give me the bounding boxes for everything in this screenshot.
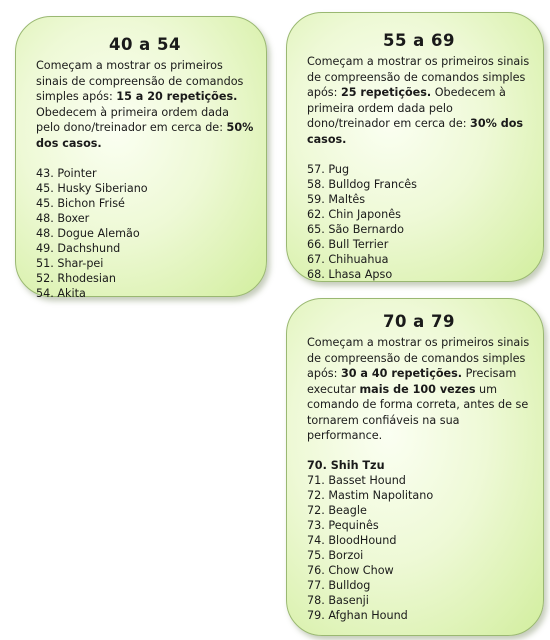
description-highlight: 50% dos casos. bbox=[36, 121, 254, 150]
breed-item: 67. Chihuahua bbox=[307, 253, 389, 266]
breed-item: 59. Maltês bbox=[307, 193, 366, 206]
breed-list bbox=[36, 166, 254, 301]
card-description bbox=[307, 335, 531, 444]
breed-item: 48. Boxer bbox=[36, 212, 90, 225]
breed-item: 52. Rhodesian bbox=[36, 272, 116, 285]
breed-item: 57. Pug bbox=[307, 163, 350, 176]
breed-item: 78. Basenji bbox=[307, 593, 369, 607]
breed-item: 77. Bulldog bbox=[307, 578, 371, 592]
breed-item: 66. Bull Terrier bbox=[307, 238, 389, 251]
description-highlight: 15 a 20 repetições. bbox=[116, 90, 238, 103]
breed-item: 79. Afghan Hound bbox=[307, 608, 408, 622]
breed-item: 54. Akita bbox=[36, 287, 86, 300]
card-40-54 bbox=[15, 16, 267, 300]
breed-item: 76. Chow Chow bbox=[307, 563, 394, 577]
breed-list bbox=[307, 458, 531, 623]
breed-item: 58. Bulldog Francês bbox=[307, 178, 417, 191]
breed-item: 74. BloodHound bbox=[307, 533, 397, 547]
description-text: Começam a mostrar os primeiros sinais de compreensão de comandos simples após: bbox=[307, 55, 530, 99]
description-highlight: mais de 100 vezes bbox=[359, 382, 476, 396]
description-highlight: 30% dos casos. bbox=[307, 117, 524, 146]
breed-item: 43. Pointer bbox=[36, 167, 97, 180]
breed-item: 70. Shih Tzu bbox=[307, 458, 385, 472]
card-title: 55 a 69 bbox=[382, 31, 456, 50]
card-description bbox=[36, 58, 254, 151]
description-text: Obedecem à primeira ordem dada pelo dono/treinador em cerca de: bbox=[36, 105, 229, 134]
breed-item: 45. Bichon Frisé bbox=[36, 197, 125, 210]
card-55-69 bbox=[286, 12, 544, 282]
breed-item: 49. Dachshund bbox=[36, 242, 121, 255]
breed-item: 48. Dogue Alemão bbox=[36, 227, 140, 240]
description-text: Precisam executar bbox=[307, 367, 517, 396]
breed-item: 65. São Bernardo bbox=[307, 223, 404, 236]
description-highlight: 25 repetições. bbox=[340, 86, 432, 99]
breed-item: 72. Beagle bbox=[307, 503, 367, 517]
breed-list bbox=[307, 162, 531, 282]
breed-item: 51. Shar-pei bbox=[36, 257, 104, 270]
card-title: 70 a 79 bbox=[382, 312, 456, 331]
breed-item: 75. Borzoi bbox=[307, 548, 364, 562]
description-text: Obedecem à primeira ordem dada pelo dono/treinador em cerca de: bbox=[307, 86, 506, 130]
breed-item: 72. Mastim Napolitano bbox=[307, 488, 434, 502]
description-text: Começam a mostrar os primeiros sinais de compreensão de comandos simples após: bbox=[307, 336, 530, 380]
breed-item: 68. Lhasa Apso bbox=[307, 268, 393, 281]
card-title: 40 a 54 bbox=[108, 35, 182, 54]
description-text: um comando de forma correta, antes de se tornarem confiáveis na sua performance. bbox=[307, 382, 529, 442]
description-text: Começam a mostrar os primeiros sinais de compreensão de comandos simples após: bbox=[36, 59, 244, 103]
breed-item: 71. Basset Hound bbox=[307, 473, 406, 487]
card-description bbox=[307, 54, 531, 147]
card-70-79 bbox=[286, 298, 544, 636]
breed-item: 73. Pequinês bbox=[307, 518, 379, 532]
breed-item: 45. Husky Siberiano bbox=[36, 182, 148, 195]
description-highlight: 30 a 40 repetições. bbox=[340, 367, 463, 380]
breed-item: 62. Chin Japonês bbox=[307, 208, 401, 221]
